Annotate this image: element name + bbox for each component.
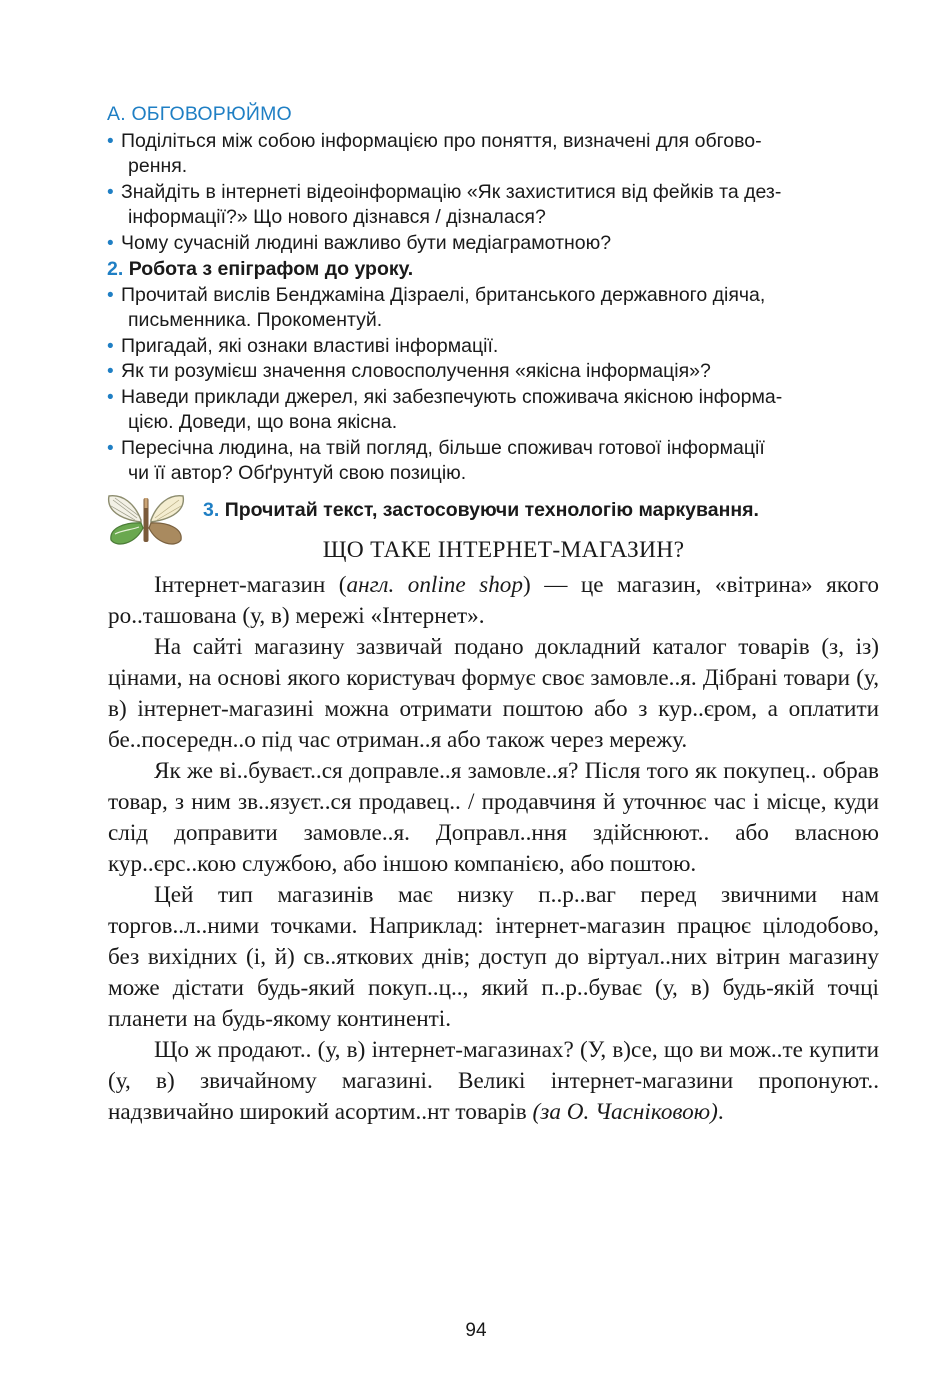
bullet-icon: • [107,437,114,459]
list-item: • Прочитай вислів Бенджаміна Дізраелі, британського державного діяча, письменника. Прокоментуй. [107,283,766,331]
list-item: • Як ти розумієш значення словосполучення «якісна інформація»? [107,359,887,385]
bullet-icon: • [107,335,114,357]
list-item: • Чому сучасній людині важливо бути медіаграмотною? [107,231,887,257]
task3-title: 3. Прочитай текст, застосовуючи технологію маркування. [203,499,759,521]
article-paragraph: Цей тип магазинів має низку п..р..ваг перед звичними нам торгов..л..ними точками. Наприклад: інтернет-магазин працює цілодобово, без вихідних (і, й) св..яткових днів; доступ до віртуал..них вітрин магазину може дістати будь-який покуп..ц.., який п..р..буває (у, в) будь-якій точці планети на будь-якому континенті. [108,882,879,1032]
article-paragraph: Інтернет-магазин (англ. online shop) — це магазин, «вітрина» якого ро..ташована (у, в) мережі «Інтернет». [108,572,879,629]
list-item: • Наведи приклади джерел, які забезпечують споживача якісною інформа- цією. Доведи, що вона якісна. [107,385,783,433]
bullet-icon: • [107,386,114,408]
list-item: • Пригадай, які ознаки властиві інформації. [107,334,887,360]
article-title: ЩО ТАКЕ ІНТЕРНЕТ-МАГАЗИН? [322,537,685,563]
article [108,535,879,1128]
discussion-section [107,102,887,487]
article-paragraph: Як же ві..буваєт..ся доправле..я замовле..я? Після того як покупец.. обрав товар, з ним зв..язуєт..ся продавец.. / продавчиня й уточнює час і місце, куди слід доправити замовле..я. Доправл..ння здійснюют.. або власною кур..єрс..кою службою, або іншою компанією, або поштою. [108,758,879,877]
bullet-icon: • [107,181,114,203]
page-number: 94 [465,1320,487,1341]
bullet-icon: • [107,284,114,306]
task2-title: 2. Робота з епіграфом до уроку. [107,258,414,280]
bullet-icon: • [107,130,114,152]
article-paragraph: Що ж продают.. (у, в) інтернет-магазинах? (У, в)се, що ви мож..те купити (у, в) звичайному магазині. Великі інтернет-магазини пропонуют.. надзвичайно широкий асортим..нт товарів (за О. Часніковою). [108,1037,879,1125]
article-source: (за О. Часніковою) [532,1099,718,1125]
bullet-icon: • [107,361,114,382]
article-paragraph: На сайті магазину зазвичай подано докладний каталог товарів (з, із) цінами, на основі якого користувач формує своє замовле..я. Дібрані товари (у, в) інтернет-магазині можна отримати поштою або з кур..єром, а оплатити бе..посередн..о під час отриман..я або також через мережу. [108,634,879,753]
list-item: • Пересічна людина, на твій погляд, більше споживач готової інформації чи її автор? Обґрунтуй свою позицію. [107,436,765,484]
list-item: • Поділіться між собою інформацією про поняття, визначені для обгово- рення. [107,129,762,177]
list-item: • Знайдіть в інтернеті відеоінформацію «Як захиститися від фейків та дез- інформації?» Що нового дізнався / дізналася? [107,180,782,228]
section-a-heading: А. ОБГОВОРЮЙМО [107,103,292,125]
bullet-icon: • [107,232,114,254]
